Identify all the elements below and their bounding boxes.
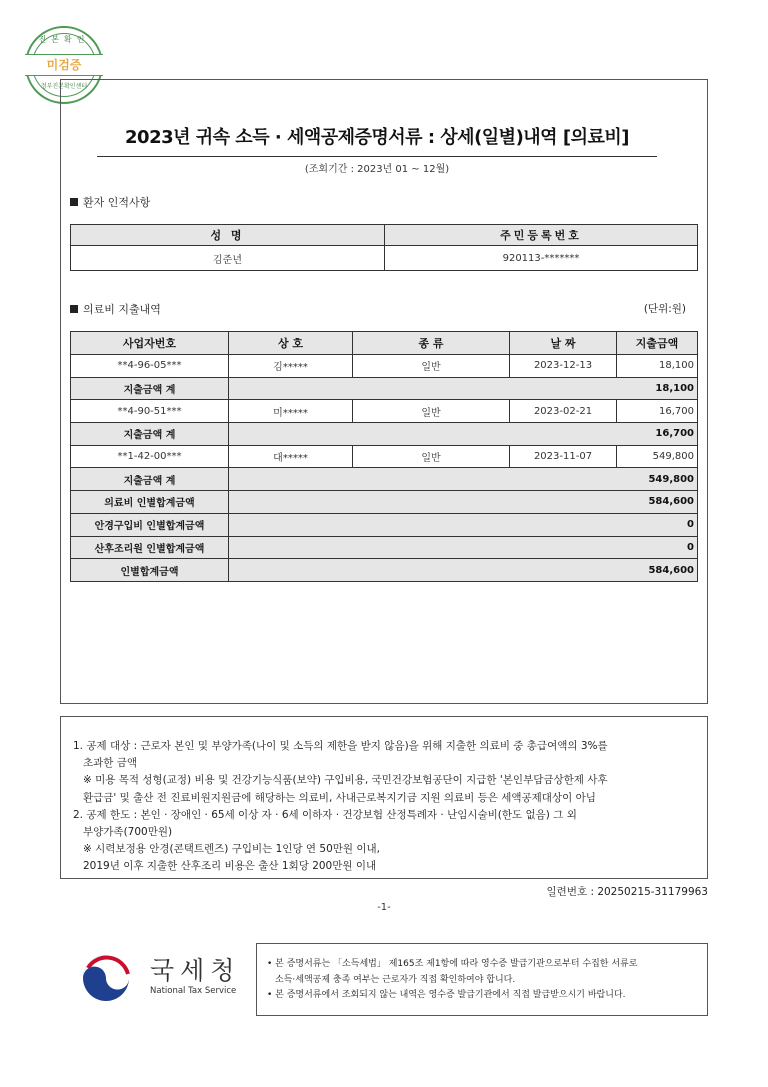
- total-value: 0: [229, 513, 698, 536]
- header-date: 날 짜: [510, 332, 617, 355]
- total-label: 안경구입비 인별합계금액: [71, 513, 229, 536]
- expense-row: [71, 355, 698, 378]
- business-no: **1-42-00***: [71, 445, 229, 468]
- note-line: ※ 시력보정용 안경(콘택트렌즈) 구입비는 1인당 연 50만원 이내,: [83, 843, 381, 856]
- patient-table-header: [71, 225, 698, 246]
- business-no: **4-90-51***: [71, 400, 229, 423]
- expense-amount: 18,100: [617, 355, 698, 378]
- note-line: 초과한 금액: [83, 757, 138, 770]
- notice-line: 소득·세액공제 충족 여부는 근로자가 직접 확인하여야 합니다.: [275, 974, 516, 985]
- expense-date: 2023-11-07: [510, 445, 617, 468]
- title-underline: [97, 156, 657, 157]
- document-title: 2023년 귀속 소득 · 세액공제증명서류 : 상세(일별)내역 [의료비]: [125, 127, 629, 148]
- expense-date: 2023-02-21: [510, 400, 617, 423]
- notice-line: • 본 증명서류는 「소득세법」 제165조 제1항에 따라 영수증 발급기관으로부터 수집한 서류로: [267, 959, 638, 969]
- expense-row: [71, 400, 698, 423]
- total-medical-row: [71, 491, 698, 514]
- expense-table: [70, 331, 698, 582]
- total-glasses-row: [71, 513, 698, 536]
- header-type: 종 류: [353, 332, 510, 355]
- patient-row: [71, 246, 698, 271]
- nts-logo: [80, 949, 250, 1005]
- notice-line: • 본 증명서류에서 조회되지 않는 내역은 영수증 발급기관에서 직접 발급받으시기 바랍니다.: [267, 990, 626, 1000]
- header-company: 상 호: [229, 332, 353, 355]
- total-label: 인별합계금액: [71, 559, 229, 582]
- patient-name: 김준년: [71, 246, 385, 271]
- patient-section-title: 환자 인적사항: [83, 196, 151, 209]
- grand-total-row: [71, 559, 698, 582]
- patient-section-heading: [70, 194, 150, 210]
- company-name: 대*****: [229, 445, 353, 468]
- company-name: 미*****: [229, 400, 353, 423]
- company-name: 김*****: [229, 355, 353, 378]
- note-line: 2. 공제 한도 : 본인 · 장애인 · 65세 이상 자 · 6세 이하자 · 건강보험 산정특례자 · 난임시술비(한도 없음) 그 외: [73, 808, 577, 821]
- taegeuk-emblem-icon: [80, 952, 132, 1004]
- expense-type: 일반: [353, 400, 510, 423]
- stamp-label: 미검증: [46, 58, 82, 72]
- subtotal-value: 16,700: [229, 423, 698, 446]
- square-bullet-icon: [70, 305, 78, 313]
- total-label: 의료비 인별합계금액: [71, 491, 229, 514]
- total-label: 산후조리원 인별합계금액: [71, 536, 229, 559]
- serial-number: 일련번호 : 20250215-31179963: [546, 886, 708, 898]
- legal-notice: [256, 943, 708, 1016]
- query-period: (조회기간 : 2023년 01 ~ 12월): [304, 164, 450, 175]
- subtotal-value: 549,800: [229, 468, 698, 491]
- note-line: 부양가족(700만원): [83, 826, 173, 839]
- subtotal-label: 지출금액 계: [71, 423, 229, 446]
- expense-type: 일반: [353, 355, 510, 378]
- stamp-top-text: 진본확인: [38, 35, 90, 44]
- subtotal-value: 18,100: [229, 377, 698, 400]
- patient-resident-id: 920113-*******: [385, 246, 698, 271]
- header-resident-id: 주민등록번호: [385, 225, 698, 246]
- note-line: 1. 공제 대상 : 근로자 본인 및 부양가족(나이 및 소득의 제한을 받지 않음)을 위해 지출한 의료비 중 총급여액의 3%를: [73, 740, 608, 752]
- logo-korean-text: 국세청: [150, 956, 241, 985]
- expense-table-header: [71, 332, 698, 355]
- expense-date: 2023-12-13: [510, 355, 617, 378]
- note-line: ※ 미용 목적 성형(교정) 비용 및 건강기능식품(보약) 구입비용, 국민건강보험공단이 지급한 '본인부담금상한제 사후: [83, 774, 608, 787]
- subtotal-label: 지출금액 계: [71, 468, 229, 491]
- business-no: **4-96-05***: [71, 355, 229, 378]
- subtotal-label: 지출금액 계: [71, 377, 229, 400]
- subtotal-row: [71, 377, 698, 400]
- logo-english-text: National Tax Service: [150, 986, 237, 996]
- total-value: 0: [229, 536, 698, 559]
- expense-row: [71, 445, 698, 468]
- total-postnatal-row: [71, 536, 698, 559]
- square-bullet-icon: [70, 198, 78, 206]
- expense-amount: 16,700: [617, 400, 698, 423]
- expense-section-heading: [70, 301, 161, 317]
- note-line: 2019년 이후 지출한 산후조리 비용은 출산 1회당 200만원 이내: [83, 860, 377, 873]
- total-value: 584,600: [229, 491, 698, 514]
- deduction-notes: [60, 716, 708, 879]
- page-number: -1-: [377, 902, 391, 913]
- stamp-bottom-text: 정부진본확인센터: [40, 83, 88, 90]
- expense-type: 일반: [353, 445, 510, 468]
- subtotal-row: [71, 468, 698, 491]
- expense-amount: 549,800: [617, 445, 698, 468]
- subtotal-row: [71, 423, 698, 446]
- header-business-no: 사업자번호: [71, 332, 229, 355]
- unit-label: (단위:원): [643, 303, 686, 315]
- total-value: 584,600: [229, 559, 698, 582]
- header-name: 성 명: [71, 225, 385, 246]
- note-line: 환급금' 및 출산 전 진료비원지원금에 해당하는 의료비, 사내근로복지기금 지원 의료비 등은 세액공제대상이 아님: [83, 791, 596, 804]
- patient-info-table: [70, 224, 698, 271]
- expense-section-title: 의료비 지출내역: [83, 303, 161, 316]
- header-amount: 지출금액: [617, 332, 698, 355]
